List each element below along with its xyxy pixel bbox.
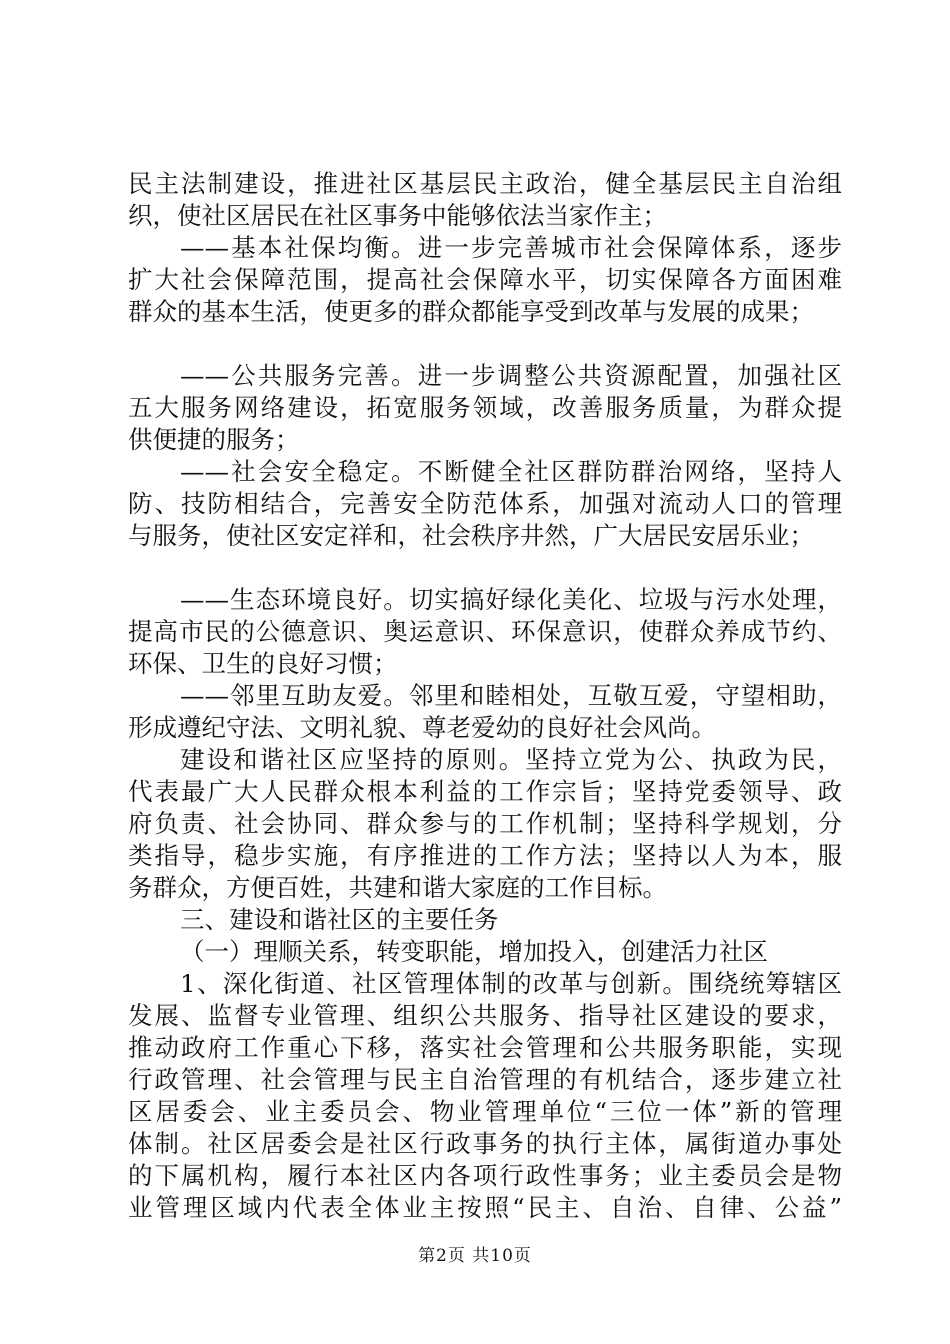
blank-line [128, 552, 842, 584]
text-line: 织，使社区居民在社区事务中能够依法当家作主； [128, 201, 667, 230]
text-line: 扩大社会保障范围，提高社会保障水平，切实保障各方面困难 [128, 265, 842, 294]
text-line: 代表最广大人民群众根本利益的工作宗旨；坚持党委领导、政 [128, 777, 842, 806]
text-line: 提高市民的公德意识、奥运意识、环保意识，使群众养成节约、 [128, 617, 842, 646]
blank-line [128, 328, 842, 360]
text-line: ——基本社保均衡。进一步完善城市社会保障体系，逐步 [180, 233, 842, 262]
text-line: 行政管理、社会管理与民主自治管理的有机结合，逐步建立社 [128, 1065, 842, 1094]
text-line: 建设和谐社区应坚持的原则。坚持立党为公、执政为民， [180, 745, 842, 774]
text-line: ——社会安全稳定。不断健全社区群防群治网络，坚持人 [180, 457, 842, 486]
text-line: 供便捷的服务； [128, 425, 300, 454]
text-line: 群众的基本生活，使更多的群众都能享受到改革与发展的成果； [128, 297, 814, 326]
text-line: 类指导，稳步实施，有序推进的工作方法；坚持以人为本，服 [128, 841, 842, 870]
text-line: 推动政府工作重心下移，落实社会管理和公共服务职能，实现 [128, 1033, 842, 1062]
text-line: （一）理顺关系，转变职能，增加投入，创建活力社区 [180, 937, 768, 966]
text-line: 务群众，方便百姓，共建和谐大家庭的工作目标。 [128, 873, 667, 902]
text-line: ——邻里互助友爱。邻里和睦相处，互敬互爱，守望相助， [180, 681, 842, 710]
text-line: ——生态环境良好。切实搞好绿化美化、垃圾与污水处理， [180, 585, 842, 614]
text-line: 体制。社区居委会是社区行政事务的执行主体，属街道办事处 [128, 1129, 842, 1158]
text-line: 形成遵纪守法、文明礼貌、尊老爱幼的良好社会风尚。 [128, 713, 716, 742]
text-line: 发展、监督专业管理、组织公共服务、指导社区建设的要求， [128, 1001, 842, 1030]
document-body [128, 168, 842, 1224]
text-line: 府负责、社会协同、群众参与的工作机制；坚持科学规划，分 [128, 809, 842, 838]
text-line: 环保、卫生的良好习惯； [128, 649, 398, 678]
text-line: ——公共服务完善。进一步调整公共资源配置，加强社区 [180, 361, 842, 390]
text-line: 三、建设和谐社区的主要任务 [180, 905, 499, 934]
text-line: 五大服务网络建设，拓宽服务领域，改善服务质量，为群众提 [128, 393, 842, 422]
text-line: 民主法制建设，推进社区基层民主政治，健全基层民主自治组 [128, 169, 842, 198]
text-line: 业管理区域内代表全体业主按照“民主、自治、自律、公益” [128, 1193, 842, 1222]
text-line: 与服务，使社区安定祥和，社会秩序井然，广大居民安居乐业； [128, 521, 814, 550]
text-line: 防、技防相结合，完善安全防范体系，加强对流动人口的管理 [128, 489, 842, 518]
text-line: 1、深化街道、社区管理体制的改革与创新。围绕统筹辖区 [180, 969, 842, 998]
text-line: 的下属机构，履行本社区内各项行政性事务；业主委员会是物 [128, 1161, 842, 1190]
page-footer: 第2页 共10页 [418, 1246, 532, 1266]
text-line: 区居委会、业主委员会、物业管理单位“三位一体”新的管理 [128, 1097, 842, 1126]
